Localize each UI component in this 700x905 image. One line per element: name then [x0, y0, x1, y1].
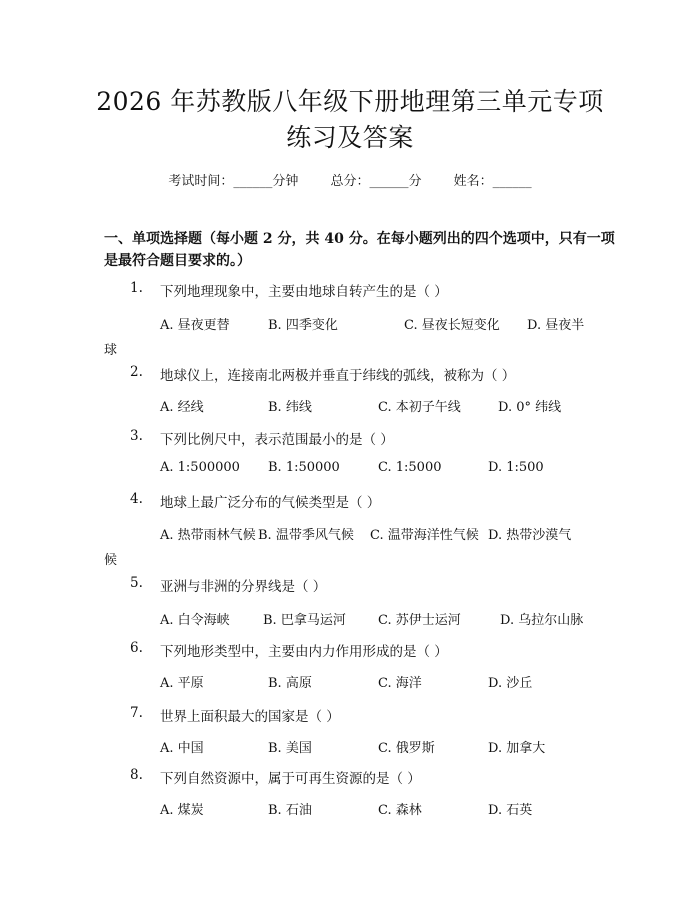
exam-score: 总分：______分 — [330, 174, 422, 189]
answer-option: B. 纬线 — [268, 400, 312, 415]
question-number: 1. — [130, 280, 143, 296]
question-number: 4. — [130, 491, 143, 507]
answer-option: B. 1:50000 — [268, 460, 340, 475]
exam-name: 姓名：______ — [453, 174, 532, 189]
answer-option: A. 经线 — [160, 400, 204, 415]
answer-option: C. 森林 — [378, 803, 422, 818]
answer-option: A. 1:500000 — [160, 460, 240, 475]
option-wrap-text: 球 — [104, 343, 118, 358]
answer-option: A. 昼夜更替 — [160, 318, 230, 333]
question-number: 7. — [130, 705, 143, 721]
question-number: 5. — [130, 575, 143, 591]
question-text: 下列自然资源中，属于可再生资源的是（ ） — [160, 771, 421, 787]
question-number: 3. — [130, 428, 143, 444]
option-wrap-text: 候 — [104, 553, 118, 568]
answer-option: C. 昼夜长短变化 — [404, 318, 500, 333]
answer-option: D. 1:500 — [488, 460, 544, 475]
answer-option: D. 热带沙漠气 — [488, 528, 572, 543]
title-line-2: 练习及答案 — [286, 123, 414, 152]
question-text: 下列地形类型中，主要由内力作用形成的是（ ） — [160, 644, 448, 660]
answer-option: B. 四季变化 — [268, 318, 338, 333]
question-text: 下列地理现象中，主要由地球自转产生的是（ ） — [160, 284, 448, 300]
answer-option: D. 石英 — [488, 803, 533, 818]
answer-option: C. 苏伊士运河 — [378, 613, 461, 628]
question-text: 下列比例尺中，表示范围最小的是（ ） — [160, 432, 394, 448]
answer-option: A. 中国 — [160, 741, 204, 756]
question-text: 亚洲与非洲的分界线是（ ） — [160, 579, 327, 595]
question-number: 2. — [130, 364, 143, 380]
answer-option: D. 0° 纬线 — [498, 400, 562, 415]
answer-option: C. 1:5000 — [378, 460, 442, 475]
answer-option: B. 温带季风气候 — [258, 528, 354, 543]
answer-option: B. 高原 — [268, 676, 312, 691]
answer-option: D. 乌拉尔山脉 — [500, 613, 584, 628]
answer-option: A. 白令海峡 — [160, 613, 230, 628]
answer-option: D. 沙丘 — [488, 676, 533, 691]
answer-option: B. 巴拿马运河 — [263, 613, 346, 628]
answer-option: A. 热带雨林气候 — [160, 528, 256, 543]
question-number: 8. — [130, 767, 143, 783]
answer-option: D. 加拿大 — [488, 741, 546, 756]
answer-option: C. 海洋 — [378, 676, 422, 691]
question-text: 地球上最广泛分布的气候类型是（ ） — [160, 495, 381, 511]
answer-option: A. 平原 — [160, 676, 204, 691]
answer-option: A. 煤炭 — [160, 803, 204, 818]
title-line-1: 2026 年苏教版八年级下册地理第三单元专项 — [96, 87, 604, 116]
question-text: 世界上面积最大的国家是（ ） — [160, 709, 340, 725]
answer-option: C. 温带海洋性气候 — [370, 528, 479, 543]
exam-meta — [0, 170, 700, 189]
answer-option: B. 美国 — [268, 741, 312, 756]
question-text: 地球仪上，连接南北两极并垂直于纬线的弧线，被称为（ ） — [160, 368, 516, 384]
answer-option: C. 本初子午线 — [378, 400, 461, 415]
answer-option: C. 俄罗斯 — [378, 741, 435, 756]
question-number: 6. — [130, 640, 143, 656]
answer-option: B. 石油 — [268, 803, 312, 818]
section-heading: 一、单项选择题（每小题 2 分，共 40 分。在每小题列出的四个选项中，只有一项是最符合题目要求的。） — [104, 231, 615, 269]
exam-time: 考试时间：______分钟 — [168, 174, 299, 189]
answer-option: D. 昼夜半 — [527, 318, 585, 333]
document-title — [60, 84, 640, 156]
